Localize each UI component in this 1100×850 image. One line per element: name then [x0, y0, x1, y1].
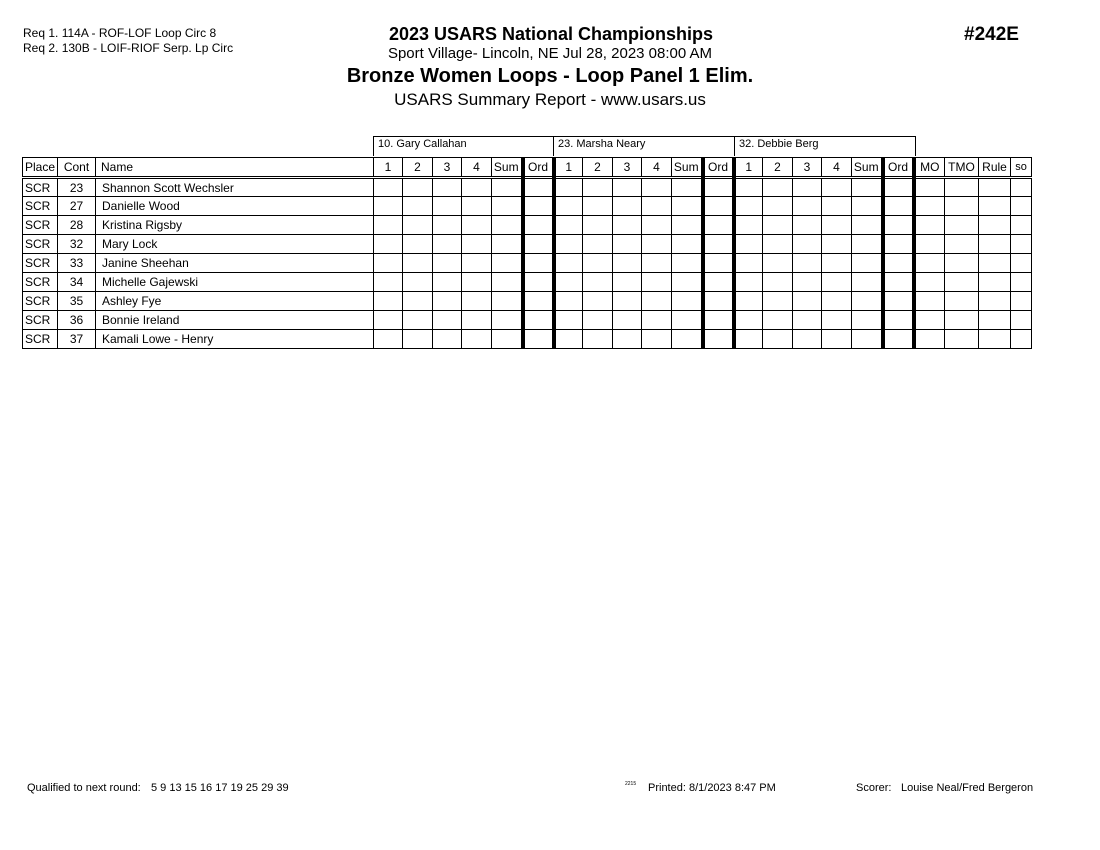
skater-name-cell: Bonnie Ireland	[96, 311, 374, 330]
judge1-score-2-cell	[403, 273, 433, 292]
judge2-sum-cell	[672, 235, 703, 254]
header-cont: Cont	[58, 158, 96, 178]
contestant-number-cell: 34	[58, 273, 96, 292]
judge1-score-2-cell	[403, 254, 433, 273]
judge2-score-3-cell	[613, 273, 642, 292]
requirement-1: Req 1. 114A - ROF-LOF Loop Circ 8	[23, 26, 217, 40]
skater-name-cell: Danielle Wood	[96, 197, 374, 216]
tmo-cell	[945, 216, 979, 235]
judge1-score-1-cell	[374, 216, 403, 235]
j3-header-sum: Sum	[852, 158, 883, 178]
judge3-ord-cell	[883, 235, 914, 254]
judge1-score-1-cell	[374, 273, 403, 292]
judge3-sum-cell	[852, 197, 883, 216]
judge2-score-4-cell	[642, 197, 672, 216]
j1-header-2: 2	[403, 158, 433, 178]
judge2-score-2-cell	[583, 330, 613, 349]
judge1-score-2-cell	[403, 330, 433, 349]
judge3-score-3-cell	[793, 254, 822, 273]
judge3-sum-cell	[852, 273, 883, 292]
so-cell	[1011, 311, 1032, 330]
j1-header-4: 4	[462, 158, 492, 178]
contestant-number-cell: 32	[58, 235, 96, 254]
judge3-score-3-cell	[793, 216, 822, 235]
judge2-score-1-cell	[554, 178, 583, 197]
place-cell: SCR	[23, 330, 58, 349]
judge2-score-3-cell	[613, 292, 642, 311]
judge3-score-2-cell	[763, 254, 793, 273]
judge1-score-4-cell	[462, 254, 492, 273]
judge2-ord-cell	[703, 292, 734, 311]
contestant-number-cell: 28	[58, 216, 96, 235]
so-cell	[1011, 235, 1032, 254]
skater-name-cell: Mary Lock	[96, 235, 374, 254]
place-cell: SCR	[23, 273, 58, 292]
judge1-score-4-cell	[462, 330, 492, 349]
judge2-score-2-cell	[583, 197, 613, 216]
judge2-score-1-cell	[554, 254, 583, 273]
judge1-ord-cell	[523, 273, 554, 292]
tmo-cell	[945, 197, 979, 216]
judge3-score-2-cell	[763, 197, 793, 216]
tmo-cell	[945, 235, 979, 254]
judge1-score-2-cell	[403, 178, 433, 197]
rule-cell	[979, 330, 1011, 349]
judge2-ord-cell	[703, 254, 734, 273]
judge2-score-2-cell	[583, 273, 613, 292]
mo-cell	[914, 178, 945, 197]
judge3-score-3-cell	[793, 330, 822, 349]
judge1-sum-cell	[492, 216, 523, 235]
place-cell: SCR	[23, 311, 58, 330]
venue-date-line: Sport Village- Lincoln, NE Jul 28, 2023 08:00 AM	[387, 45, 713, 62]
judge1-ord-cell	[523, 254, 554, 273]
judge-header-2: 23. Marsha Neary	[553, 136, 735, 156]
j1-header-3: 3	[433, 158, 462, 178]
judge2-score-1-cell	[554, 311, 583, 330]
judge3-score-2-cell	[763, 273, 793, 292]
j3-header-2: 2	[763, 158, 793, 178]
judge2-score-4-cell	[642, 311, 672, 330]
judge3-score-1-cell	[734, 254, 763, 273]
so-cell	[1011, 330, 1032, 349]
judge2-sum-cell	[672, 254, 703, 273]
judge3-score-4-cell	[822, 311, 852, 330]
judge1-sum-cell	[492, 178, 523, 197]
judge2-score-2-cell	[583, 235, 613, 254]
judge2-score-3-cell	[613, 216, 642, 235]
judge2-sum-cell	[672, 330, 703, 349]
judge1-score-1-cell	[374, 292, 403, 311]
judge3-sum-cell	[852, 254, 883, 273]
judge1-score-1-cell	[374, 311, 403, 330]
judge3-score-2-cell	[763, 178, 793, 197]
judge1-score-4-cell	[462, 216, 492, 235]
judge2-ord-cell	[703, 197, 734, 216]
table-row	[23, 292, 1032, 311]
place-cell: SCR	[23, 235, 58, 254]
judge3-score-1-cell	[734, 216, 763, 235]
skater-name-cell: Kamali Lowe - Henry	[96, 330, 374, 349]
judge2-score-3-cell	[613, 235, 642, 254]
judge1-sum-cell	[492, 330, 523, 349]
table-row	[23, 311, 1032, 330]
judge2-score-2-cell	[583, 292, 613, 311]
judge1-sum-cell	[492, 197, 523, 216]
skater-name-cell: Ashley Fye	[96, 292, 374, 311]
judge1-score-1-cell	[374, 197, 403, 216]
version-code: 2215	[625, 781, 637, 787]
judge1-ord-cell	[523, 311, 554, 330]
table-row	[23, 197, 1032, 216]
judge2-score-3-cell	[613, 178, 642, 197]
judge3-score-3-cell	[793, 311, 822, 330]
rule-cell	[979, 178, 1011, 197]
judge1-score-4-cell	[462, 273, 492, 292]
judge1-sum-cell	[492, 273, 523, 292]
judge2-score-4-cell	[642, 330, 672, 349]
judge1-score-3-cell	[433, 254, 462, 273]
judge3-ord-cell	[883, 292, 914, 311]
judge1-score-3-cell	[433, 235, 462, 254]
j3-header-ord: Ord	[883, 158, 914, 178]
so-cell	[1011, 292, 1032, 311]
judge3-score-1-cell	[734, 235, 763, 254]
judge3-score-4-cell	[822, 330, 852, 349]
judge3-score-3-cell	[793, 273, 822, 292]
judge1-score-2-cell	[403, 311, 433, 330]
judge2-score-1-cell	[554, 197, 583, 216]
judge2-sum-cell	[672, 178, 703, 197]
judge3-score-4-cell	[822, 292, 852, 311]
judge3-score-2-cell	[763, 292, 793, 311]
judge3-ord-cell	[883, 273, 914, 292]
judge1-sum-cell	[492, 311, 523, 330]
results-table	[22, 157, 1032, 349]
judge3-ord-cell	[883, 178, 914, 197]
judge3-score-2-cell	[763, 235, 793, 254]
skater-name-cell: Shannon Scott Wechsler	[96, 178, 374, 197]
judge3-sum-cell	[852, 311, 883, 330]
j2-header-4: 4	[642, 158, 672, 178]
so-cell	[1011, 197, 1032, 216]
judge2-ord-cell	[703, 273, 734, 292]
judge-header-1: 10. Gary Callahan	[373, 136, 554, 156]
judge3-score-1-cell	[734, 197, 763, 216]
report-title: USARS Summary Report - www.usars.us	[394, 90, 706, 109]
table-row	[23, 254, 1032, 273]
printed-timestamp: Printed: 8/1/2023 8:47 PM	[648, 782, 776, 794]
judge1-score-2-cell	[403, 235, 433, 254]
judge3-ord-cell	[883, 330, 914, 349]
judge2-sum-cell	[672, 311, 703, 330]
contestant-number-cell: 33	[58, 254, 96, 273]
scorer-names: Louise Neal/Fred Bergeron	[901, 782, 1034, 794]
mo-cell	[914, 254, 945, 273]
column-header-row	[23, 158, 1032, 178]
judge1-sum-cell	[492, 254, 523, 273]
place-cell: SCR	[23, 178, 58, 197]
header-so: so	[1011, 158, 1032, 178]
judge1-ord-cell	[523, 216, 554, 235]
judge3-sum-cell	[852, 178, 883, 197]
j3-header-1: 1	[734, 158, 763, 178]
header-mo: MO	[914, 158, 945, 178]
judge2-score-3-cell	[613, 197, 642, 216]
judge3-score-1-cell	[734, 330, 763, 349]
requirement-2: Req 2. 130B - LOIF-RIOF Serp. Lp Circ	[23, 41, 234, 55]
judge3-score-4-cell	[822, 235, 852, 254]
skater-name-cell: Kristina Rigsby	[96, 216, 374, 235]
table-row	[23, 235, 1032, 254]
judge2-ord-cell	[703, 235, 734, 254]
tmo-cell	[945, 311, 979, 330]
event-title: Bronze Women Loops - Loop Panel 1 Elim.	[346, 65, 754, 87]
judge3-score-2-cell	[763, 311, 793, 330]
table-row	[23, 216, 1032, 235]
j2-header-2: 2	[583, 158, 613, 178]
judge1-score-3-cell	[433, 178, 462, 197]
judge1-score-4-cell	[462, 292, 492, 311]
judge3-score-3-cell	[793, 235, 822, 254]
judge3-score-4-cell	[822, 254, 852, 273]
judge1-ord-cell	[523, 197, 554, 216]
judge1-score-4-cell	[462, 197, 492, 216]
place-cell: SCR	[23, 292, 58, 311]
judge2-score-1-cell	[554, 330, 583, 349]
judge1-score-1-cell	[374, 178, 403, 197]
judge1-score-2-cell	[403, 292, 433, 311]
judge2-score-3-cell	[613, 254, 642, 273]
j2-header-ord: Ord	[703, 158, 734, 178]
qualified-values: 5 9 13 15 16 17 19 25 29 39	[151, 782, 289, 794]
judge3-score-2-cell	[763, 330, 793, 349]
tmo-cell	[945, 273, 979, 292]
table-row	[23, 178, 1032, 197]
judge1-score-4-cell	[462, 311, 492, 330]
j2-header-1: 1	[554, 158, 583, 178]
judge3-ord-cell	[883, 216, 914, 235]
event-number: #242E	[964, 24, 1019, 45]
judge2-sum-cell	[672, 292, 703, 311]
rule-cell	[979, 235, 1011, 254]
mo-cell	[914, 273, 945, 292]
judge2-score-1-cell	[554, 235, 583, 254]
judge2-score-4-cell	[642, 273, 672, 292]
j3-header-3: 3	[793, 158, 822, 178]
judge1-ord-cell	[523, 178, 554, 197]
judge2-score-2-cell	[583, 254, 613, 273]
judge3-score-3-cell	[793, 178, 822, 197]
judge2-score-4-cell	[642, 216, 672, 235]
header-tmo: TMO	[945, 158, 979, 178]
judge2-score-4-cell	[642, 292, 672, 311]
judge2-ord-cell	[703, 330, 734, 349]
judge3-score-3-cell	[793, 292, 822, 311]
so-cell	[1011, 178, 1032, 197]
header-name: Name	[96, 158, 374, 178]
judge2-score-4-cell	[642, 254, 672, 273]
rule-cell	[979, 292, 1011, 311]
judge2-score-3-cell	[613, 330, 642, 349]
judge3-score-4-cell	[822, 178, 852, 197]
contestant-number-cell: 27	[58, 197, 96, 216]
judge1-score-4-cell	[462, 235, 492, 254]
judge3-score-1-cell	[734, 311, 763, 330]
j2-header-3: 3	[613, 158, 642, 178]
mo-cell	[914, 197, 945, 216]
tmo-cell	[945, 292, 979, 311]
place-cell: SCR	[23, 216, 58, 235]
judge1-ord-cell	[523, 330, 554, 349]
judge1-ord-cell	[523, 292, 554, 311]
championship-title: 2023 USARS National Championships	[388, 24, 714, 44]
judge1-score-3-cell	[433, 292, 462, 311]
judge3-sum-cell	[852, 330, 883, 349]
rule-cell	[979, 197, 1011, 216]
judge2-sum-cell	[672, 273, 703, 292]
judge3-ord-cell	[883, 197, 914, 216]
judge1-score-3-cell	[433, 197, 462, 216]
table-row	[23, 273, 1032, 292]
j3-header-4: 4	[822, 158, 852, 178]
so-cell	[1011, 254, 1032, 273]
judge-header-3: 32. Debbie Berg	[734, 136, 916, 156]
judge2-ord-cell	[703, 311, 734, 330]
skater-name-cell: Janine Sheehan	[96, 254, 374, 273]
contestant-number-cell: 36	[58, 311, 96, 330]
contestant-number-cell: 37	[58, 330, 96, 349]
mo-cell	[914, 311, 945, 330]
judge1-score-4-cell	[462, 178, 492, 197]
place-cell: SCR	[23, 254, 58, 273]
judge3-score-4-cell	[822, 216, 852, 235]
so-cell	[1011, 273, 1032, 292]
rule-cell	[979, 254, 1011, 273]
place-cell: SCR	[23, 197, 58, 216]
judge2-score-1-cell	[554, 273, 583, 292]
judge1-score-3-cell	[433, 311, 462, 330]
mo-cell	[914, 216, 945, 235]
skater-name-cell: Michelle Gajewski	[96, 273, 374, 292]
judge2-ord-cell	[703, 216, 734, 235]
judge1-score-2-cell	[403, 197, 433, 216]
judge1-score-1-cell	[374, 235, 403, 254]
judge1-score-3-cell	[433, 273, 462, 292]
judge2-score-2-cell	[583, 216, 613, 235]
tmo-cell	[945, 330, 979, 349]
mo-cell	[914, 235, 945, 254]
judge3-ord-cell	[883, 311, 914, 330]
contestant-number-cell: 35	[58, 292, 96, 311]
j1-header-ord: Ord	[523, 158, 554, 178]
qualified-label: Qualified to next round:	[27, 782, 141, 794]
judge1-ord-cell	[523, 235, 554, 254]
j1-header-1: 1	[374, 158, 403, 178]
scorer-label: Scorer:	[856, 782, 892, 794]
judge1-score-3-cell	[433, 330, 462, 349]
judge3-ord-cell	[883, 254, 914, 273]
rule-cell	[979, 311, 1011, 330]
judge3-sum-cell	[852, 292, 883, 311]
judge3-score-1-cell	[734, 292, 763, 311]
judge1-score-1-cell	[374, 254, 403, 273]
table-row	[23, 330, 1032, 349]
judge1-score-3-cell	[433, 216, 462, 235]
mo-cell	[914, 292, 945, 311]
header-rule: Rule	[979, 158, 1011, 178]
judge3-sum-cell	[852, 216, 883, 235]
judge3-score-2-cell	[763, 216, 793, 235]
judge2-score-2-cell	[583, 178, 613, 197]
judge2-score-1-cell	[554, 216, 583, 235]
so-cell	[1011, 216, 1032, 235]
header-place: Place	[23, 158, 58, 178]
rule-cell	[979, 273, 1011, 292]
tmo-cell	[945, 178, 979, 197]
judge1-score-1-cell	[374, 330, 403, 349]
rule-cell	[979, 216, 1011, 235]
judge2-score-3-cell	[613, 311, 642, 330]
j1-header-sum: Sum	[492, 158, 523, 178]
contestant-number-cell: 23	[58, 178, 96, 197]
tmo-cell	[945, 254, 979, 273]
judge1-sum-cell	[492, 292, 523, 311]
judge2-sum-cell	[672, 216, 703, 235]
mo-cell	[914, 330, 945, 349]
judge2-sum-cell	[672, 197, 703, 216]
judge3-score-4-cell	[822, 197, 852, 216]
judge1-score-2-cell	[403, 216, 433, 235]
judge3-score-3-cell	[793, 197, 822, 216]
judge2-score-2-cell	[583, 311, 613, 330]
judge3-score-1-cell	[734, 178, 763, 197]
judge3-score-4-cell	[822, 273, 852, 292]
judge2-score-1-cell	[554, 292, 583, 311]
judge1-sum-cell	[492, 235, 523, 254]
judge3-score-1-cell	[734, 273, 763, 292]
judge2-score-4-cell	[642, 178, 672, 197]
judge2-ord-cell	[703, 178, 734, 197]
judge2-score-4-cell	[642, 235, 672, 254]
judge3-sum-cell	[852, 235, 883, 254]
j2-header-sum: Sum	[672, 158, 703, 178]
